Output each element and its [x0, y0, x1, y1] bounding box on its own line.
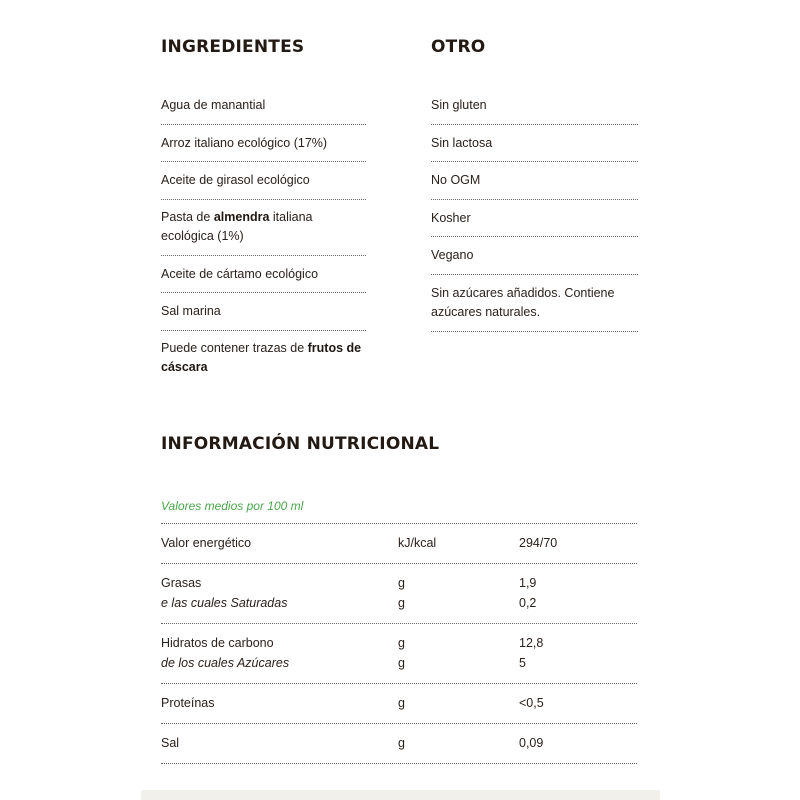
nutrient-label: Valor energético — [161, 536, 252, 550]
other-title: OTRO — [431, 37, 486, 57]
nutrient-label: Sal — [161, 736, 180, 750]
nutrient-value: 1,9 — [519, 576, 537, 590]
ingredient-item — [161, 293, 366, 331]
other-item: Sin gluten — [431, 95, 638, 125]
other-item: Sin lactosa — [431, 125, 638, 163]
other-item: Sin azúcares añadidos. Contiene azúcares naturales. — [431, 275, 638, 332]
footer-band — [141, 790, 660, 800]
other-list — [431, 95, 638, 332]
ingredient-text: Sal marina — [161, 304, 221, 318]
ingredient-item — [161, 331, 366, 378]
ingredient-allergen: frutos de cáscara — [161, 340, 362, 374]
ingredient-item — [161, 125, 366, 163]
other-item: No OGM — [431, 162, 638, 200]
ingredients-title: INGREDIENTES — [161, 37, 305, 57]
nutrient-value: 294/70 — [519, 536, 558, 550]
nutrient-label: Proteínas — [161, 696, 215, 710]
nutrient-value: 0,2 — [519, 596, 537, 610]
nutrient-value: <0,5 — [519, 696, 544, 710]
nutrient-value: 12,8 — [519, 636, 544, 650]
nutrition-row — [161, 564, 637, 624]
nutrient-value: 0,09 — [519, 736, 544, 750]
nutrient-unit: g — [398, 656, 405, 670]
ingredient-item — [161, 95, 366, 125]
nutrient-label: de los cuales Azúcares — [161, 656, 290, 670]
ingredient-item — [161, 200, 366, 256]
nutrient-label: e las cuales Saturadas — [161, 596, 288, 610]
nutrition-table — [161, 490, 637, 764]
nutrient-label: Hidratos de carbono — [161, 636, 274, 650]
nutrient-unit: g — [398, 696, 405, 710]
nutrition-title: INFORMACIÓN NUTRICIONAL — [161, 434, 440, 454]
nutrient-unit: g — [398, 736, 405, 750]
nutrition-row — [161, 624, 637, 684]
nutrition-row — [161, 684, 637, 724]
ingredients-list — [161, 95, 366, 378]
nutrition-row — [161, 724, 637, 764]
ingredient-text: Arroz italiano ecológico (17%) — [161, 135, 328, 150]
ingredient-text: Aceite de girasol ecológico — [161, 173, 310, 187]
nutrition-row — [161, 524, 637, 564]
ingredient-text: Agua de manantial — [161, 98, 266, 112]
nutrient-unit: g — [398, 596, 405, 610]
nutrient-unit: g — [398, 576, 405, 590]
nutrient-unit: kJ/kcal — [398, 536, 437, 550]
ingredient-allergen: almendra — [213, 209, 270, 224]
ingredient-item — [161, 256, 366, 294]
ingredient-text: italiana ecológica (1%) — [161, 209, 313, 243]
nutrient-unit: g — [398, 636, 405, 650]
ingredient-text: Puede contener trazas de — [161, 340, 308, 355]
ingredient-text: Pasta de — [161, 209, 214, 224]
nutrition-rows — [161, 524, 637, 764]
nutrition-subtitle: Valores medios por 100 ml — [161, 490, 637, 524]
ingredient-item — [161, 162, 366, 200]
nutrient-value: 5 — [519, 656, 526, 670]
ingredient-text: Aceite de cártamo ecológico — [161, 266, 319, 281]
nutrient-label: Grasas — [161, 576, 202, 590]
other-item: Kosher — [431, 200, 638, 238]
other-item: Vegano — [431, 237, 638, 275]
